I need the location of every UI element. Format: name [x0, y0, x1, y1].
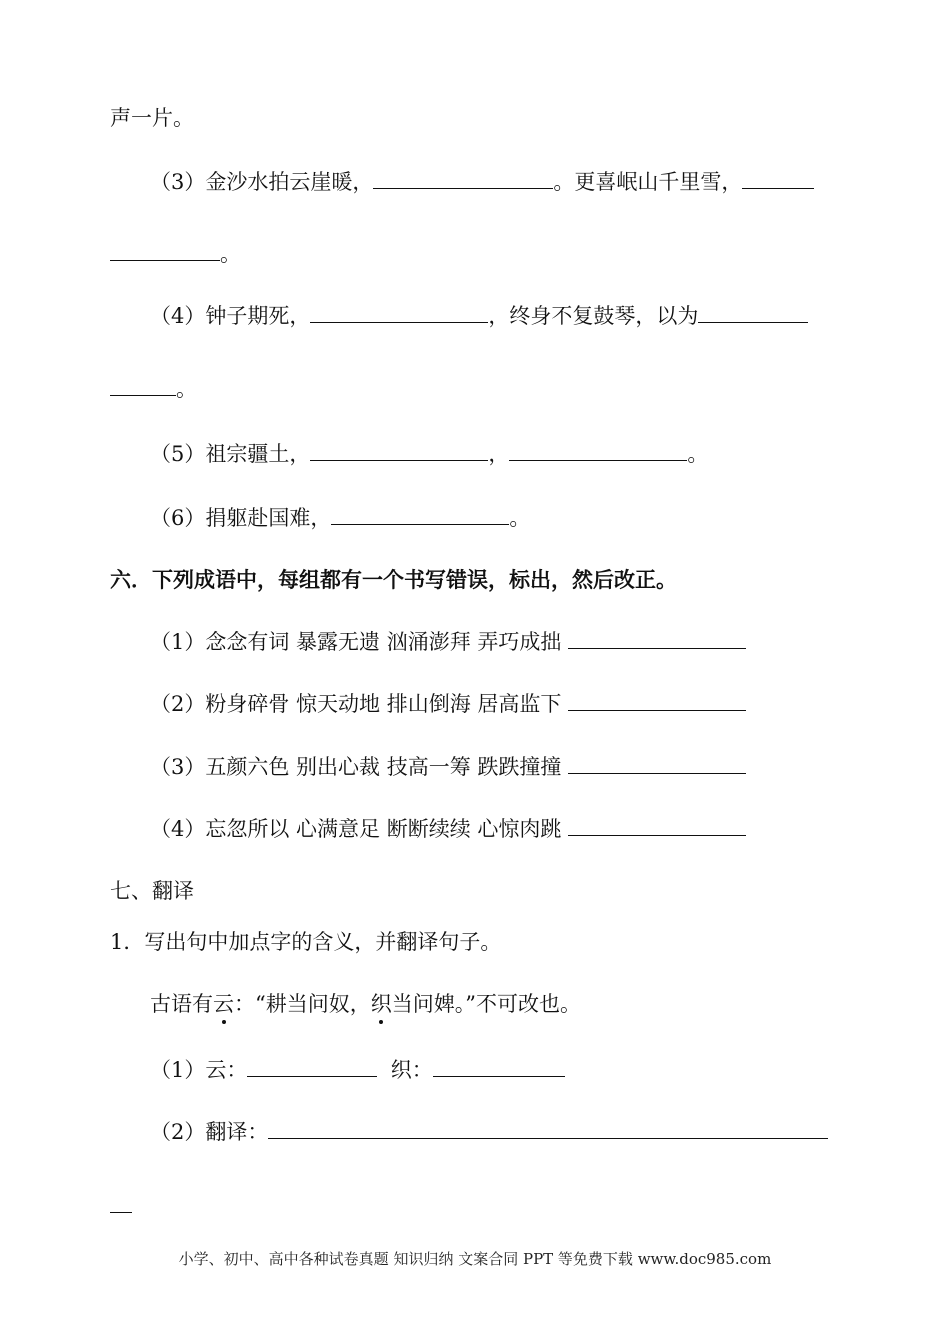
question-text: （6）捐躯赴国难， [150, 506, 332, 530]
question-text: （5）祖宗疆土， [150, 442, 311, 466]
answer-blank[interactable] [568, 815, 746, 836]
section-6-heading [110, 566, 677, 594]
answer-blank[interactable] [568, 628, 746, 649]
heading-text: 七、翻译 [110, 879, 194, 903]
classical-quote [150, 990, 581, 1018]
question-text: （4）钟子期死， [150, 304, 311, 328]
answer-blank[interactable] [310, 302, 488, 323]
sub-question-1 [150, 1056, 565, 1084]
dotted-char: 织 [370, 992, 392, 1016]
question-text: ， [488, 442, 510, 466]
question-text: 。 [509, 506, 531, 530]
answer-blank[interactable] [698, 302, 808, 323]
answer-blank[interactable] [310, 440, 488, 461]
text-line [110, 104, 194, 132]
answer-blank[interactable] [742, 168, 814, 189]
quote-text: ：“耕当问奴， [234, 992, 371, 1016]
idiom-text: （2）粉身碎骨 惊天动地 排山倒海 居高监下 [150, 692, 562, 716]
idiom-group-1 [150, 628, 746, 656]
question-5-5 [150, 440, 708, 468]
question-text: 1．写出句中加点字的含义，并翻译句子。 [110, 930, 502, 954]
question-5-3 [150, 168, 814, 196]
idiom-text: （3）五颜六色 别出心裁 技高一筹 跌跌撞撞 [150, 755, 562, 779]
question-5-4-cont [110, 375, 197, 403]
answer-blank[interactable] [331, 504, 509, 525]
quote-text: 当问婢。”不可改也。 [391, 992, 581, 1016]
answer-blank[interactable] [247, 1056, 377, 1077]
question-text: 。 [176, 377, 197, 401]
question-5-6 [150, 504, 530, 532]
section-7-question-1 [110, 928, 501, 956]
answer-blank[interactable] [568, 690, 746, 711]
question-5-3-cont [110, 240, 241, 268]
page-footer: 小学、初中、高中各种试卷真题 知识归纳 文案合同 PPT 等免费下载 www.doc985.com [178, 1250, 772, 1268]
question-text: （3）金沙水拍云崖暖， [150, 170, 374, 194]
continuation-blank[interactable] [110, 1212, 132, 1213]
answer-blank[interactable] [568, 753, 746, 774]
question-text: ，终身不复鼓琴，以为 [488, 304, 699, 328]
question-text: 。 [220, 242, 241, 266]
answer-blank[interactable] [509, 440, 687, 461]
question-text: 。更喜岷山千里雪， [553, 170, 743, 194]
line-text: 声一片。 [110, 106, 194, 130]
answer-blank[interactable] [110, 375, 176, 396]
answer-blank[interactable] [110, 240, 220, 261]
answer-blank[interactable] [268, 1118, 828, 1139]
sub-question-2 [150, 1118, 828, 1146]
heading-text: 六．下列成语中，每组都有一个书写错误，标出，然后改正。 [110, 568, 677, 592]
question-text: 。 [687, 442, 709, 466]
question-text: （2）翻译： [150, 1120, 269, 1144]
question-text: 织： [390, 1058, 433, 1082]
question-5-4 [150, 302, 808, 330]
section-7-heading [110, 877, 194, 905]
idiom-group-4 [150, 815, 746, 843]
question-text: （1）云： [150, 1058, 248, 1082]
answer-blank[interactable] [433, 1056, 565, 1077]
idiom-group-3 [150, 753, 746, 781]
idiom-text: （4）忘忽所以 心满意足 断断续续 心惊肉跳 [150, 817, 562, 841]
dotted-char: 云 [213, 992, 234, 1016]
idiom-text: （1）念念有词 暴露无遗 汹涌澎拜 弄巧成拙 [150, 630, 562, 654]
quote-text: 古语有 [150, 992, 213, 1016]
answer-blank[interactable] [373, 168, 553, 189]
idiom-group-2 [150, 690, 746, 718]
